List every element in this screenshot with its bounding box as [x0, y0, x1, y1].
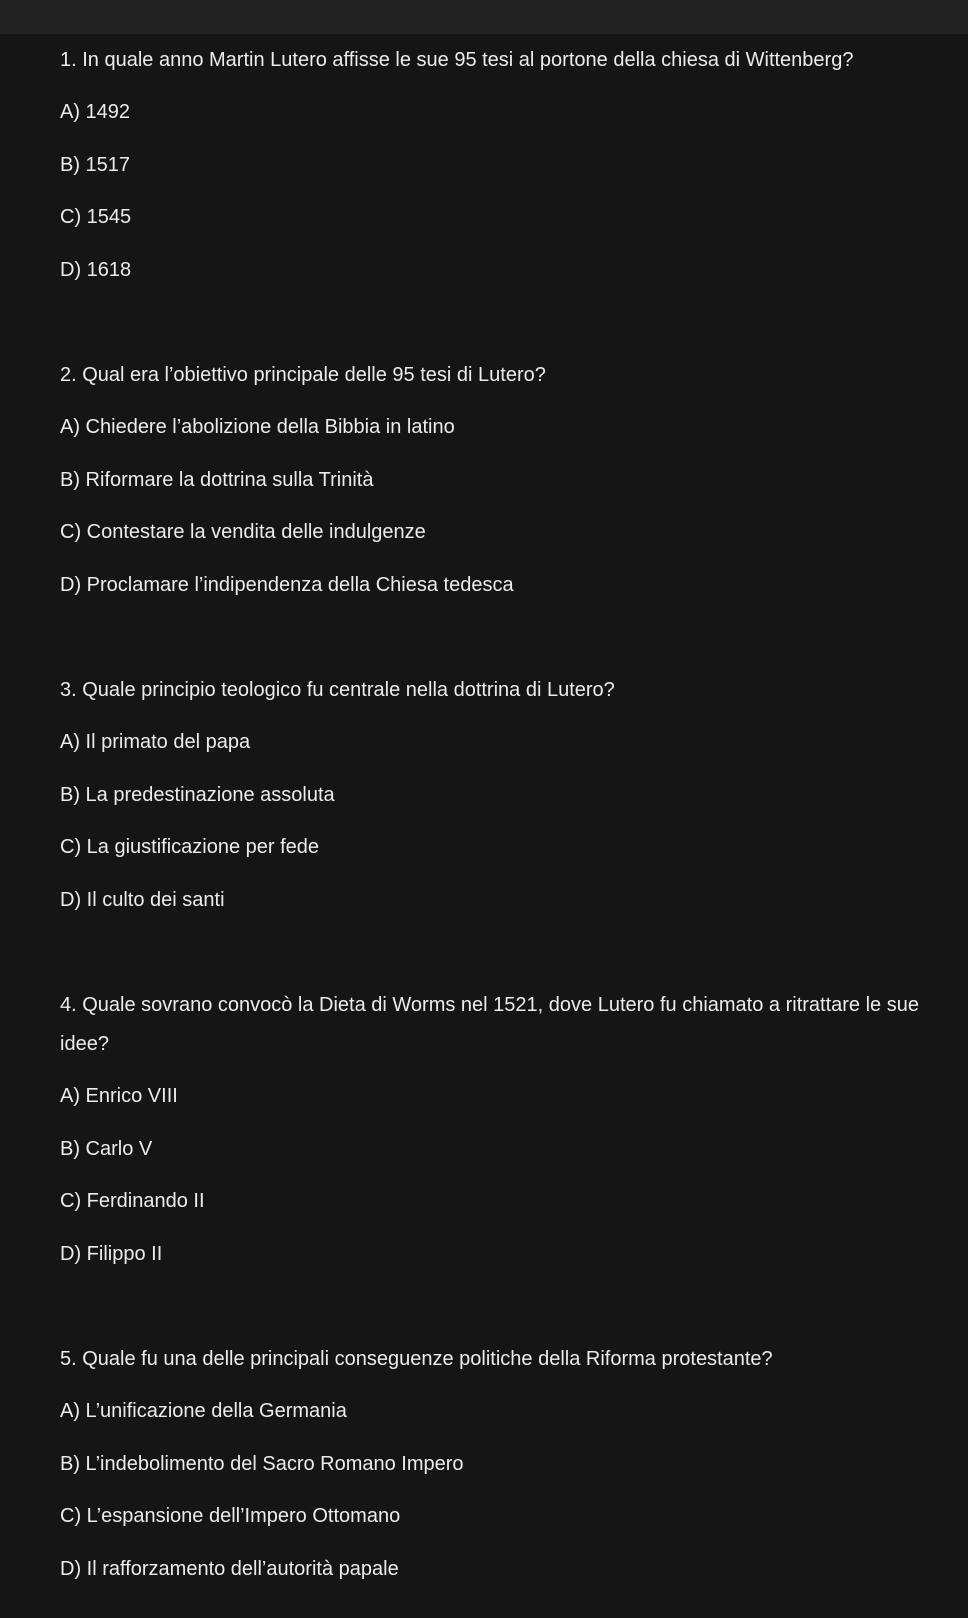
option-b: B) L’indebolimento del Sacro Romano Impero [60, 1452, 464, 1475]
question-text: 5. Quale fu una delle principali conseguenze politiche della Riforma protestante? [60, 1348, 773, 1370]
option-c: C) Contestare la vendita delle indulgenze [60, 521, 426, 543]
top-bar [0, 0, 968, 34]
option-c: C) Ferdinando II [60, 1190, 205, 1212]
option-a: A) 1492 [60, 101, 131, 123]
option-b: B) La predestinazione assoluta [60, 783, 335, 806]
option-b: B) Carlo V [60, 1137, 153, 1160]
question-text: 2. Qual era l’obiettivo principale delle 95 tesi di Lutero? [60, 364, 546, 386]
option-c: C) 1545 [60, 206, 132, 228]
question-3 [60, 664, 960, 927]
question-text: 1. In quale anno Martin Lutero affisse le sue 95 tesi al portone della chiesa di Wittenberg? [60, 49, 854, 71]
option-b: B) 1517 [60, 153, 131, 176]
option-a: A) L’unificazione della Germania [60, 1400, 347, 1422]
question-5 [60, 1333, 960, 1596]
option-d: D) Il culto dei santi [60, 888, 225, 911]
option-a: A) Enrico VIII [60, 1085, 178, 1107]
option-d: D) Il rafforzamento dell’autorità papale [60, 1557, 399, 1580]
question-1 [60, 34, 960, 297]
question-2 [60, 349, 960, 612]
option-a: A) Il primato del papa [60, 731, 251, 753]
question-text: 3. Quale principio teologico fu centrale nella dottrina di Lutero? [60, 679, 615, 701]
quiz-content [60, 34, 960, 1618]
option-d: D) 1618 [60, 258, 132, 281]
option-b: B) Riformare la dottrina sulla Trinità [60, 468, 374, 491]
question-4 [60, 979, 960, 1281]
option-d: D) Filippo II [60, 1242, 163, 1265]
option-c: C) La giustificazione per fede [60, 836, 320, 858]
option-d: D) Proclamare l’indipendenza della Chiesa tedesca [60, 573, 514, 596]
question-text: 4. Quale sovrano convocò la Dieta di Worms nel 1521, dove Lutero fu chiamato a ritrattare le sue idee? [60, 994, 919, 1055]
option-c: C) L’espansione dell’Impero Ottomano [60, 1505, 401, 1527]
option-a: A) Chiedere l’abolizione della Bibbia in latino [60, 416, 455, 438]
